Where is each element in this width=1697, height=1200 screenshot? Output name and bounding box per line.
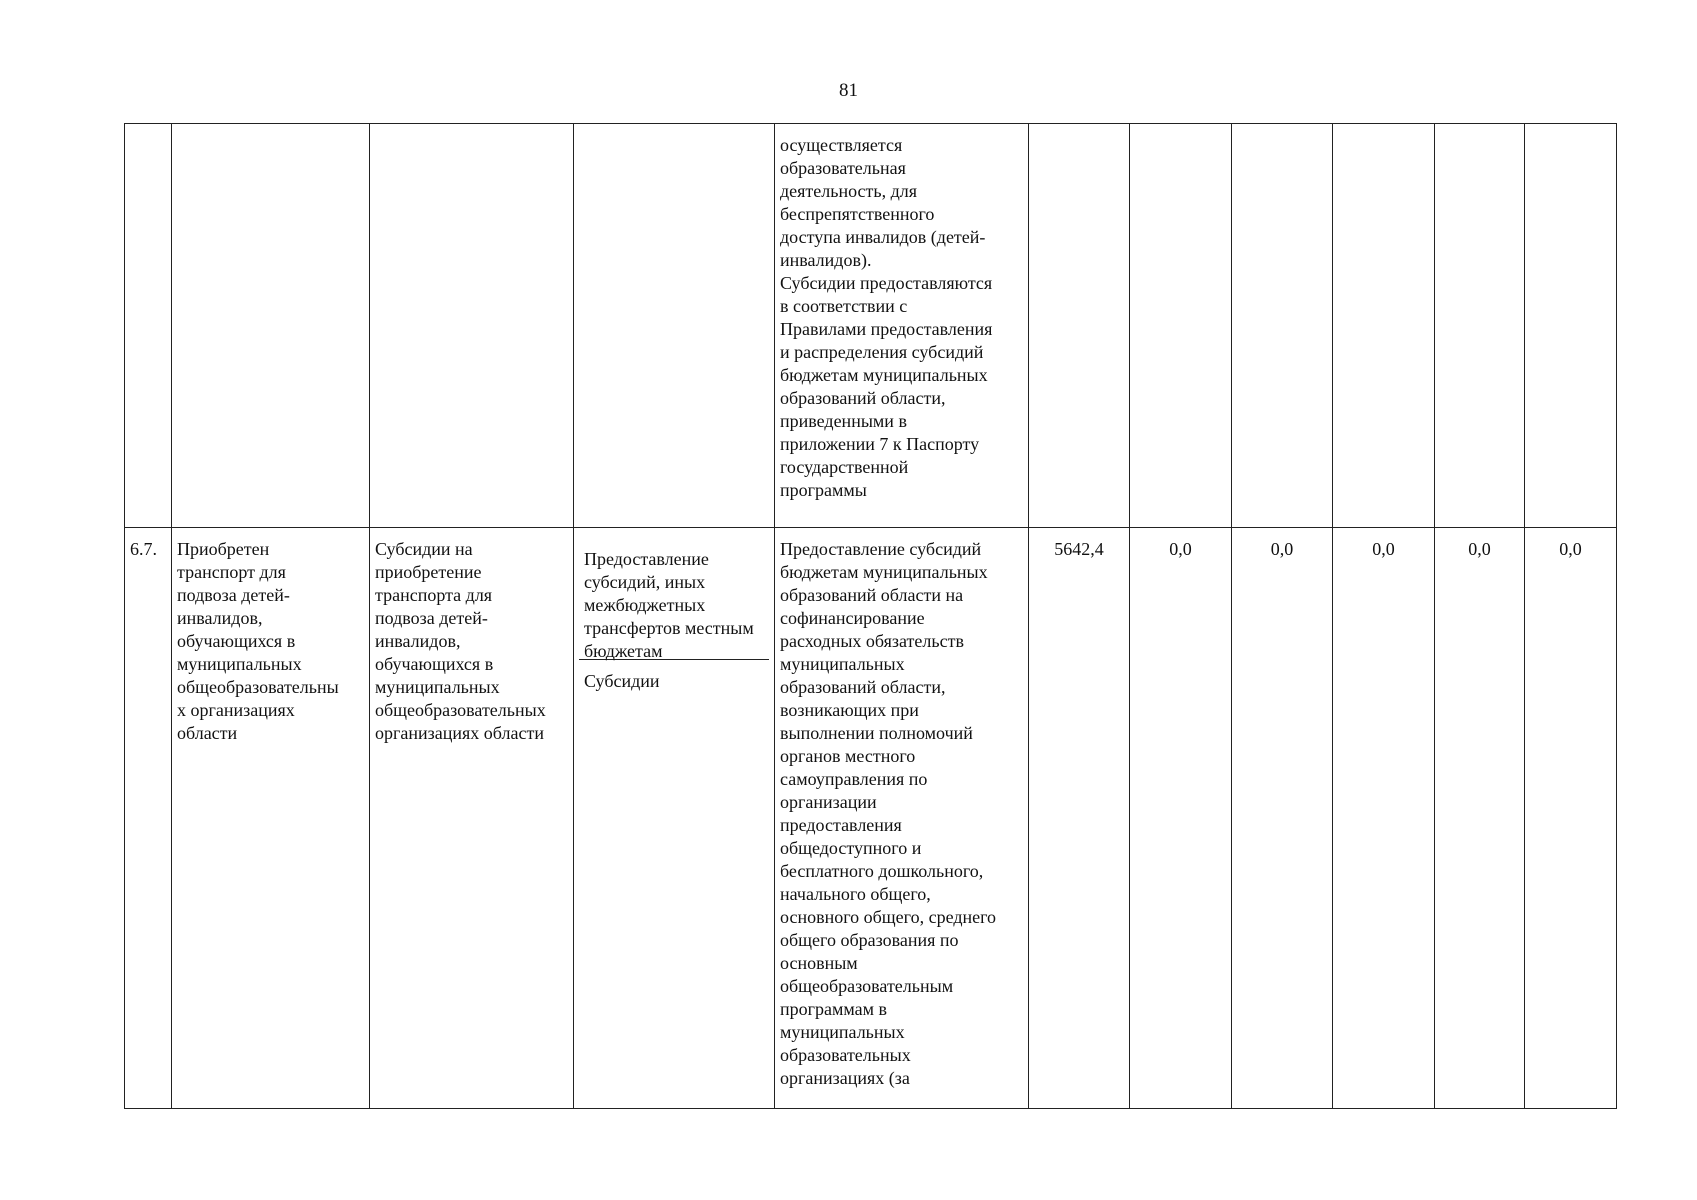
cell-measure bbox=[370, 124, 574, 528]
value-total: 5642,4 bbox=[1054, 539, 1104, 559]
cell-value bbox=[1333, 124, 1435, 528]
cell-value bbox=[1333, 528, 1435, 1109]
result-text: Приобретен транспорт для подвоза детей- инвалидов, обучающихся в муниципальных общеобразовательны х организациях области bbox=[177, 539, 339, 743]
cell-result bbox=[172, 528, 370, 1109]
table-row-6-7 bbox=[125, 528, 1617, 1109]
value-year-5: 0,0 bbox=[1559, 539, 1582, 559]
description-text: осуществляется образовательная деятельность, для беспрепятственного доступа инвалидов (детей- инвалидов). Субсидии предоставляются в соответствии с Правилами предоставления и распределения субсидий бюджетам муниципальных образований области, приведенными в приложении 7 к Паспорту государственной программы bbox=[780, 135, 993, 500]
row-index: 6.7. bbox=[130, 539, 157, 559]
description-text: Предоставление субсидий бюджетам муниципальных образований области на софинансирование расходных обязательств муниципальных образований области, возникающих при выполнении полномочий органов местного самоуправления по организации предоставления общедоступного и бесплатного дошкольного, начального общего, основного общего, среднего общего образования по основным общеобразовательным программам в муниципальных образовательных организациях (за bbox=[780, 539, 997, 1088]
cell-type bbox=[574, 124, 775, 528]
cell-value bbox=[1029, 528, 1130, 1109]
cell-result bbox=[172, 124, 370, 528]
cell-value bbox=[1525, 124, 1617, 528]
cell-description bbox=[775, 528, 1029, 1109]
measure-text: Субсидии на приобретение транспорта для подвоза детей- инвалидов, обучающихся в муниципальных общеобразовательных организациях области bbox=[375, 539, 546, 743]
type-top-text: Предоставление субсидий, иных межбюджетных трансфертов местным бюджетам bbox=[584, 549, 754, 661]
cell-type bbox=[574, 528, 775, 1109]
cell-value bbox=[1130, 528, 1232, 1109]
value-year-4: 0,0 bbox=[1468, 539, 1491, 559]
cell-value bbox=[1130, 124, 1232, 528]
value-year-1: 0,0 bbox=[1169, 539, 1192, 559]
cell-value bbox=[1232, 528, 1333, 1109]
budget-table bbox=[124, 123, 1617, 1109]
type-bottom bbox=[579, 660, 769, 697]
cell-index bbox=[125, 528, 172, 1109]
cell-index bbox=[125, 124, 172, 528]
cell-value bbox=[1029, 124, 1130, 528]
page-number: 81 bbox=[839, 80, 858, 101]
value-year-3: 0,0 bbox=[1372, 539, 1395, 559]
table-row-continuation bbox=[125, 124, 1617, 528]
value-year-2: 0,0 bbox=[1270, 539, 1294, 559]
cell-value bbox=[1525, 528, 1617, 1109]
cell-value bbox=[1232, 124, 1333, 528]
type-bottom-text: Субсидии bbox=[584, 671, 660, 691]
cell-value bbox=[1435, 124, 1525, 528]
type-top bbox=[579, 538, 769, 660]
cell-measure bbox=[370, 528, 574, 1109]
cell-description bbox=[775, 124, 1029, 528]
cell-value bbox=[1435, 528, 1525, 1109]
